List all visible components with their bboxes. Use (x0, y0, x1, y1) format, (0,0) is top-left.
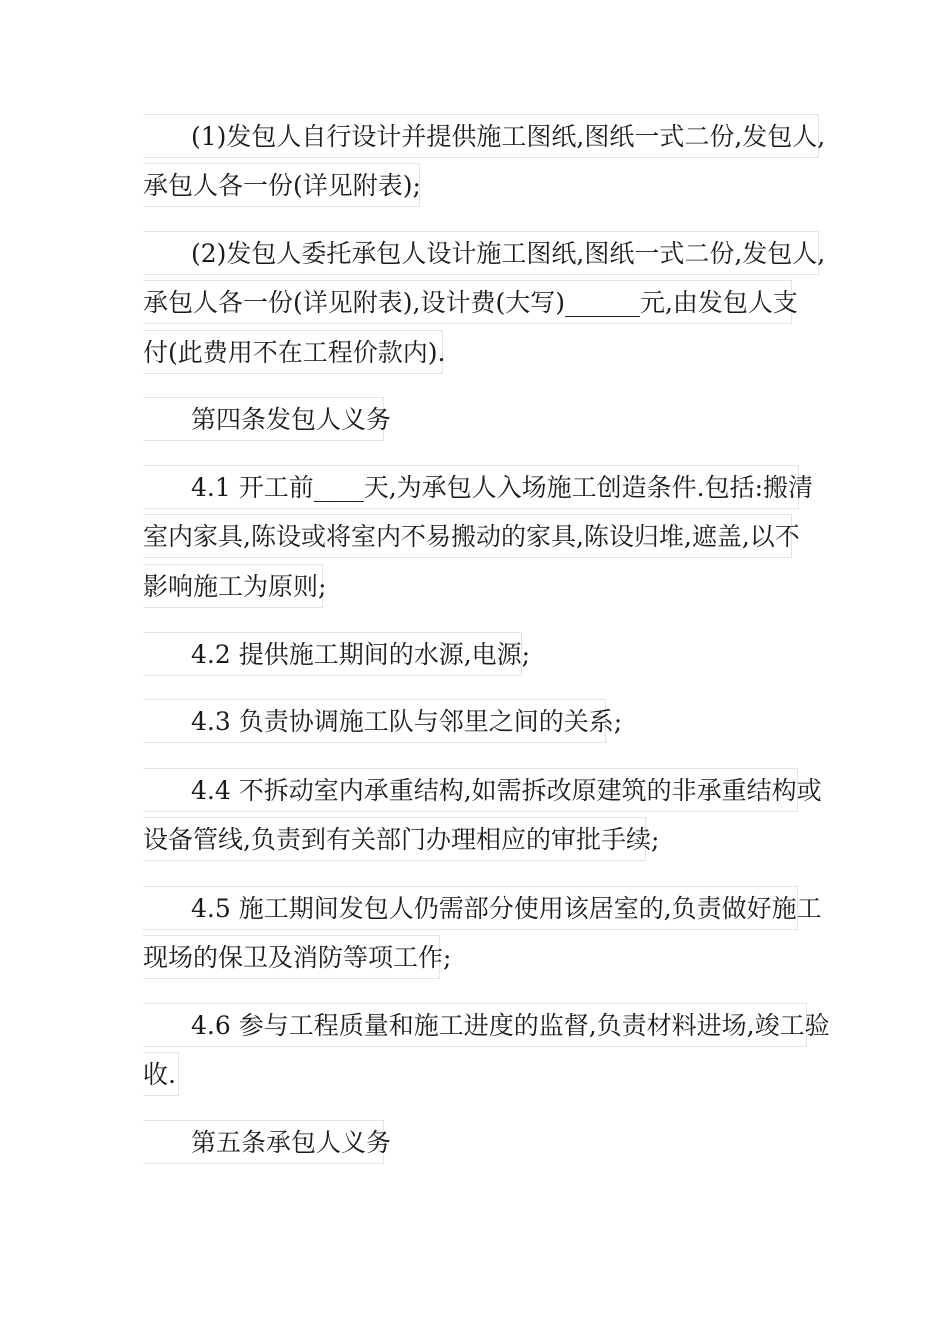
text-line: 付(此费用不在工程价款内). (143, 330, 443, 374)
text-line: 4.5 施工期间发包人仍需部分使用该居室的,负责做好施工 (143, 886, 798, 930)
text-line: 影响施工为原则; (143, 564, 323, 608)
text-line: (1)发包人自行设计并提供施工图纸,图纸一式二份,发包人, (143, 114, 819, 158)
text-line: 4.4 不拆动室内承重结构,如需拆改原建筑的非承重结构或 (143, 768, 798, 812)
text-line: 4.6 参与工程质量和施工进度的监督,负责材料进场,竣工验 (143, 1003, 807, 1047)
text-line: 承包人各一份(详见附表),设计费(大写)______元,由发包人支 (143, 280, 792, 324)
text-line: 4.3 负责协调施工队与邻里之间的关系; (143, 699, 606, 743)
text-line: 4.2 提供施工期间的水源,电源; (143, 632, 522, 676)
text-line: 4.1 开工前____天,为承包人入场施工创造条件.包括:搬清 (143, 465, 799, 509)
text-line: 设备管线,负责到有关部门办理相应的审批手续; (143, 817, 646, 861)
section-heading: 第五条承包人义务 (143, 1120, 384, 1164)
text-line: 室内家具,陈设或将室内不易搬动的家具,陈设归堆,遮盖,以不 (143, 514, 792, 558)
text-line: 现场的保卫及消防等项工作; (143, 935, 440, 979)
text-line: 承包人各一份(详见附表); (143, 163, 420, 207)
text-line: 收. (143, 1052, 179, 1096)
section-heading: 第四条发包人义务 (143, 397, 384, 441)
text-line: (2)发包人委托承包人设计施工图纸,图纸一式二份,发包人, (143, 231, 819, 275)
